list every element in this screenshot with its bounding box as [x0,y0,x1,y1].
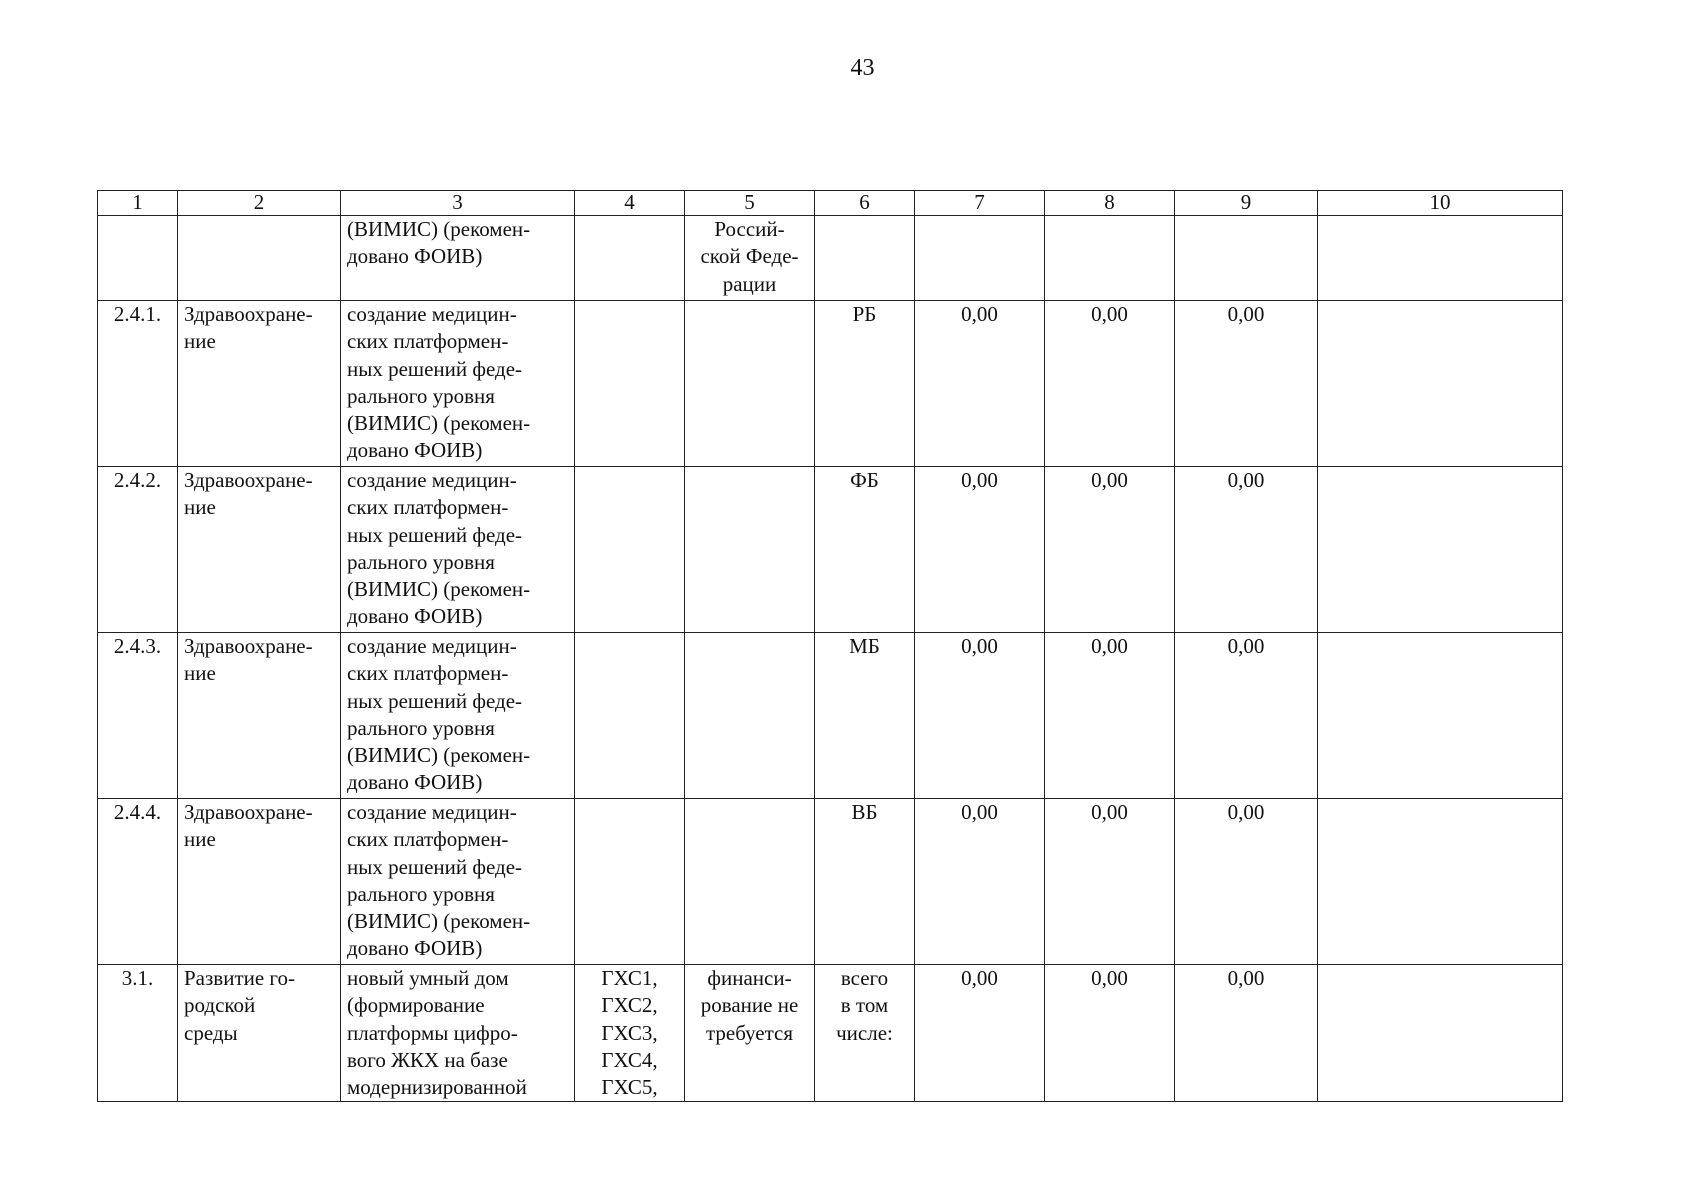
cell-value-7: 0,00 [915,301,1045,467]
table-row-continuation [98,216,1563,301]
cell-measure: новый умный дом (формирование платформы цифро- вого ЖКХ на базе модернизированной [341,965,575,1102]
cell-value-9 [1175,216,1318,301]
cell-indicator [575,467,685,633]
cell-sector: Здравоохране- ние [178,467,341,633]
cell-measure: создание медицин- ских платформен- ных решений феде- рального уровня (ВИМИС) (рекомен- довано ФОИВ) [341,799,575,965]
cell-value-9: 0,00 [1175,467,1318,633]
table-row [98,633,1563,799]
table-row [98,799,1563,965]
cell-number [98,216,178,301]
cell-value-8: 0,00 [1045,633,1175,799]
cell-indicator [575,799,685,965]
cell-note [1318,301,1563,467]
cell-source [685,799,815,965]
column-header-1: 1 [98,191,178,216]
budget-table [97,190,1563,1102]
cell-budget-type: ВБ [815,799,915,965]
cell-budget-type: МБ [815,633,915,799]
cell-value-8: 0,00 [1045,301,1175,467]
cell-number: 3.1. [98,965,178,1102]
cell-number: 2.4.1. [98,301,178,467]
table-row [98,467,1563,633]
cell-value-9: 0,00 [1175,301,1318,467]
cell-value-9: 0,00 [1175,799,1318,965]
cell-value-8 [1045,216,1175,301]
cell-sector: Здравоохране- ние [178,301,341,467]
column-header-8: 8 [1045,191,1175,216]
column-header-10: 10 [1318,191,1563,216]
column-header-4: 4 [575,191,685,216]
cell-source [685,301,815,467]
cell-source: Россий- ской Феде- рации [685,216,815,301]
cell-source [685,633,815,799]
cell-note [1318,799,1563,965]
cell-measure: создание медицин- ских платформен- ных решений феде- рального уровня (ВИМИС) (рекомен- довано ФОИВ) [341,301,575,467]
table-header-row [98,191,1563,216]
cell-note [1318,633,1563,799]
cell-budget-type: ФБ [815,467,915,633]
cell-indicator [575,633,685,799]
cell-budget-type: РБ [815,301,915,467]
cell-budget-type: всего в том числе: [815,965,915,1102]
table-row-last [98,965,1563,1102]
cell-indicator: ГХС1, ГХС2, ГХС3, ГХС4, ГХС5, [575,965,685,1102]
cell-note [1318,467,1563,633]
page-number: 43 [850,55,875,81]
cell-number: 2.4.4. [98,799,178,965]
cell-measure: создание медицин- ских платформен- ных решений феде- рального уровня (ВИМИС) (рекомен- довано ФОИВ) [341,633,575,799]
column-header-2: 2 [178,191,341,216]
table-row [98,301,1563,467]
cell-source [685,467,815,633]
cell-note [1318,965,1563,1102]
cell-value-9: 0,00 [1175,965,1318,1102]
table-body [98,191,1563,1102]
column-header-9: 9 [1175,191,1318,216]
column-header-3: 3 [341,191,575,216]
column-header-5: 5 [685,191,815,216]
cell-value-8: 0,00 [1045,799,1175,965]
cell-sector: Развитие го- родской среды [178,965,341,1102]
cell-sector [178,216,341,301]
cell-value-7: 0,00 [915,965,1045,1102]
cell-number: 2.4.2. [98,467,178,633]
cell-measure: (ВИМИС) (рекомен- довано ФОИВ) [341,216,575,301]
cell-number: 2.4.3. [98,633,178,799]
cell-sector: Здравоохране- ние [178,633,341,799]
cell-sector: Здравоохране- ние [178,799,341,965]
cell-value-7: 0,00 [915,633,1045,799]
cell-source: финанси- рование не требуется [685,965,815,1102]
cell-indicator [575,216,685,301]
cell-value-9: 0,00 [1175,633,1318,799]
cell-value-7 [915,216,1045,301]
cell-note [1318,216,1563,301]
column-header-6: 6 [815,191,915,216]
cell-value-7: 0,00 [915,467,1045,633]
cell-budget-type [815,216,915,301]
cell-measure: создание медицин- ских платформен- ных решений феде- рального уровня (ВИМИС) (рекомен- довано ФОИВ) [341,467,575,633]
cell-value-7: 0,00 [915,799,1045,965]
cell-value-8: 0,00 [1045,467,1175,633]
cell-value-8: 0,00 [1045,965,1175,1102]
cell-indicator [575,301,685,467]
column-header-7: 7 [915,191,1045,216]
